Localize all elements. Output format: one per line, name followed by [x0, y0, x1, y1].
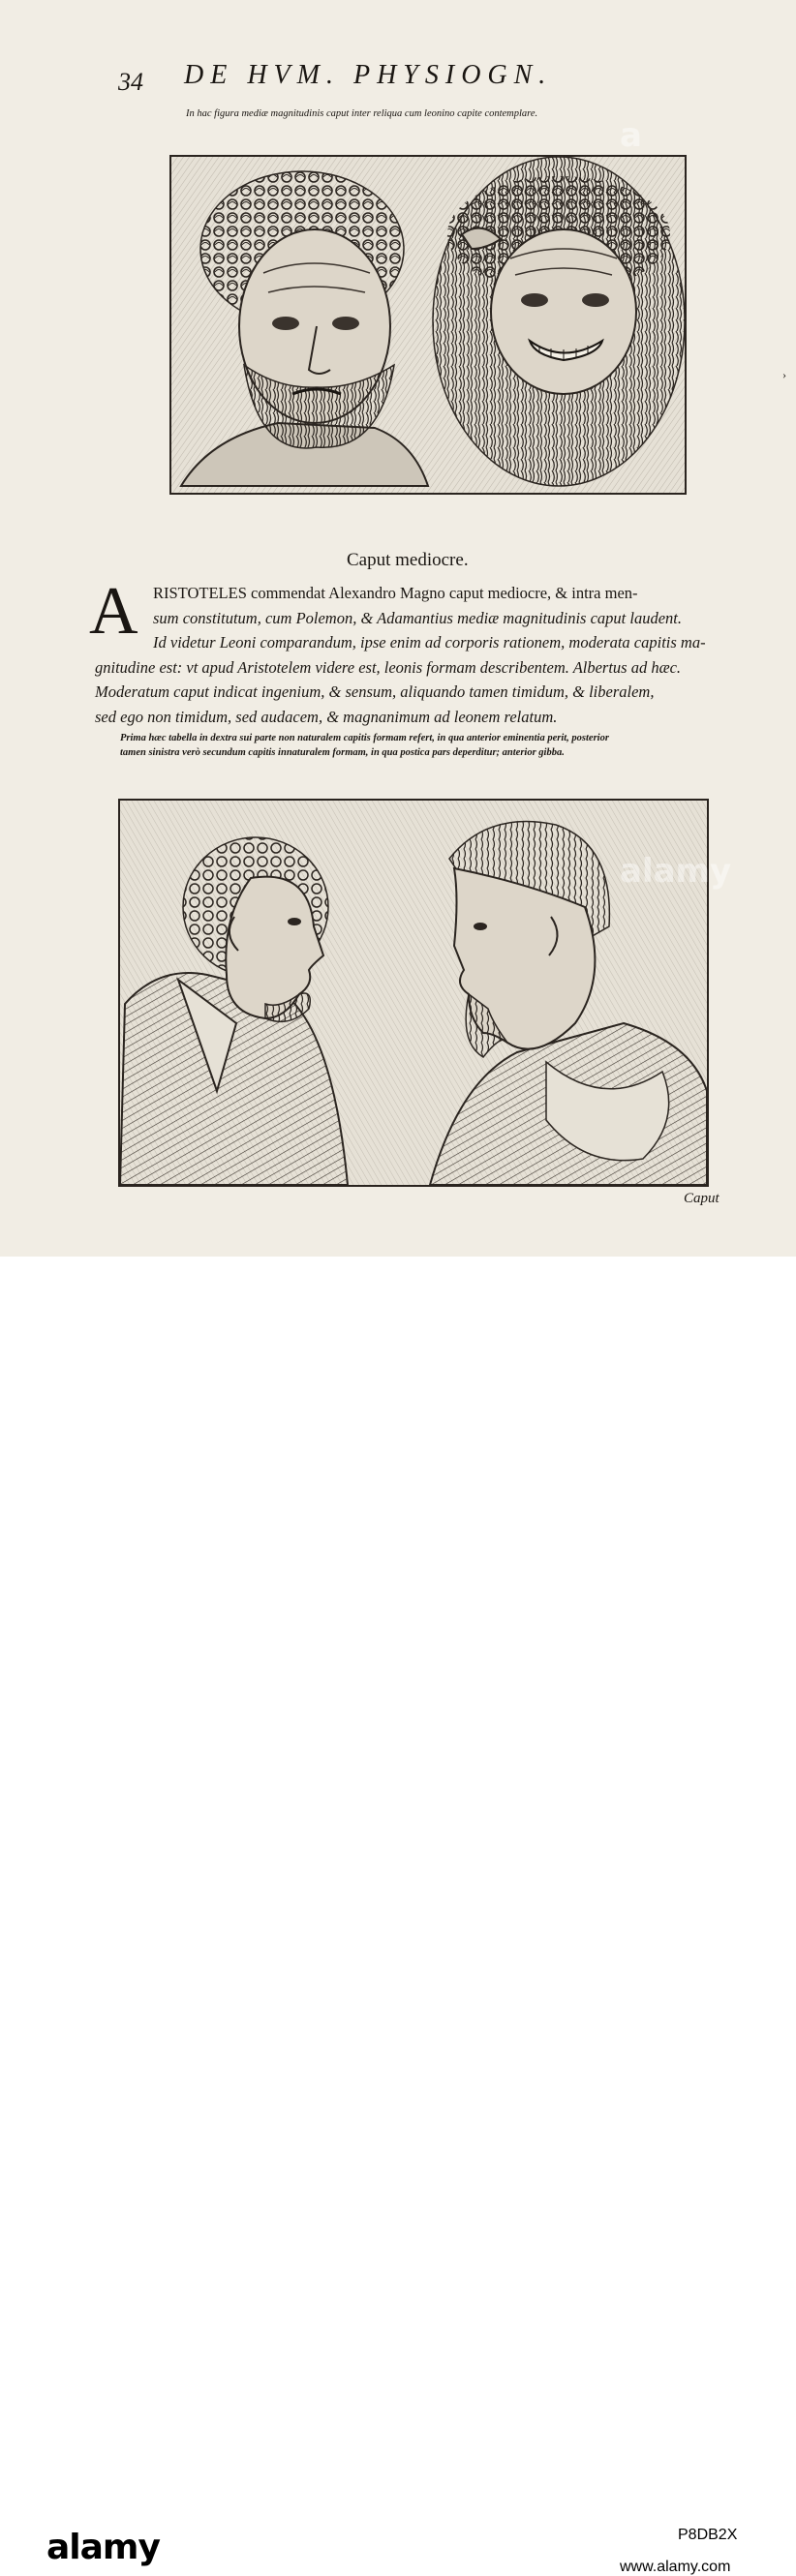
image-id: P8DB2X	[678, 2527, 738, 2543]
body-paragraph	[95, 581, 761, 729]
body-line: sed ego non timidum, sed audacem, & magnanimum ad leonem relatum.	[95, 707, 558, 726]
watermark-logo: a	[620, 116, 642, 155]
site-url[interactable]: www.alamy.com	[620, 2559, 731, 2575]
watermark-logo: alamy	[620, 852, 732, 891]
body-line: Moderatum caput indicat ingenium, & sensum, aliquando tamen timidum, & liberalem,	[95, 682, 655, 701]
lion-portrait	[433, 157, 685, 486]
body-line: RISTOTELES commendat Alexandro Magno caput mediocre, & intra men-	[153, 584, 638, 602]
figure-caption-top: In hac figura mediæ magnitudinis caput inter reliqua cum leonino capite contemplare.	[186, 108, 538, 119]
drop-cap: A	[89, 574, 138, 649]
body-line: gnitudine est: vt apud Aristotelem videre est, leonis formam describentem. Albertus ad hæc.	[95, 657, 682, 677]
stock-footer	[0, 1257, 796, 2575]
margin-mark: ›	[782, 368, 786, 381]
body-line: Id videtur Leoni comparandum, ipse enim ad corporis rationem, moderata capitis ma-	[153, 633, 706, 652]
book-page	[0, 0, 796, 1257]
body-line: sum constitutum, cum Polemon, & Adamantius mediæ magnitudinis caput laudent.	[153, 608, 682, 627]
running-head: DE HVM. PHYSIOGN.	[184, 60, 553, 90]
page-number: 34	[118, 68, 143, 96]
alamy-logo[interactable]: alamy	[46, 2528, 160, 2567]
engraving-top-plate	[169, 155, 687, 495]
note-line: tamen sinistra verò secundum capitis innaturalem formam, in qua postica pars deperditur; anterior gibba.	[120, 747, 565, 758]
figure-note	[120, 731, 759, 760]
note-line: Prima hæc tabella in dextra sui parte non naturalem capitis formam refert, in qua anterior eminentia perit, posterior	[120, 733, 609, 743]
catchword: Caput	[684, 1191, 719, 1206]
section-heading: Caput mediocre.	[347, 550, 469, 570]
